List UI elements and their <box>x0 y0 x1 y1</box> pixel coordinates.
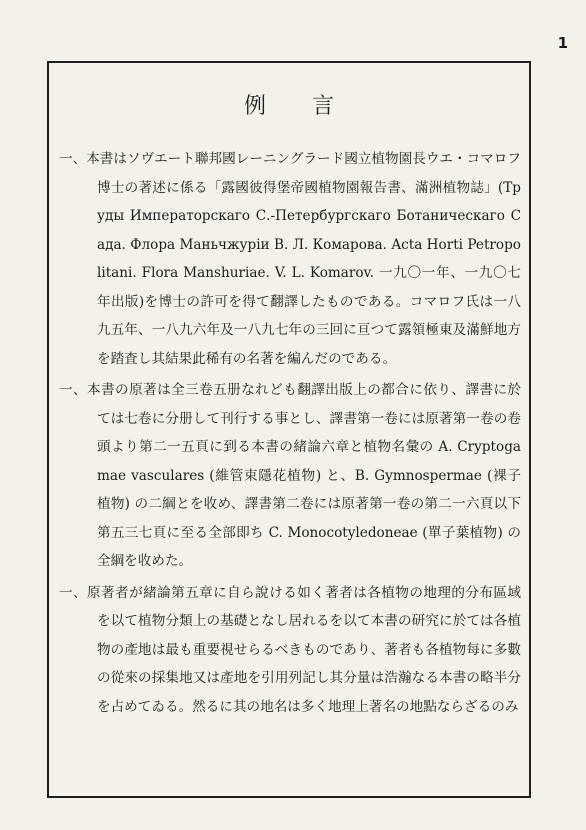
page-number: 1 <box>557 34 568 52</box>
body-text <box>59 145 521 724</box>
text-frame <box>47 61 531 798</box>
paragraph-2: 一、本書の原著は全三卷五册なれども翻譯出版上の都合に依り、譯書に於ては七卷に分册して刊行する事とし、譯書第一卷には原著第一卷の卷頭より第二一五頁に到る本書の緒論六章と植物名彙の A. Cryptogamae vasculares (維管束隱花植物) と、B. Gymnospermae (裸子植物) の二綱とを收め、譯書第二卷には原著第一卷の第二一六頁以下第五三七頁に至る全部即ち C. Monocotyledoneae (單子葉植物) の全綱を收めた。 <box>59 382 521 569</box>
page-title: 例言 <box>243 94 380 119</box>
paragraph-3: 一、原著者が緒論第五章に自ら說ける如く著者は各植物の地理的分布區域を以て植物分類上の基礎となし居れるを以て本書の研究に於ては各植物の產地は最も重要視せらるべきものであり、著者も各植物每に多數の從來の採集地又は產地を引用列記し其分量は浩瀚なる本書の略半分を占めてゐる。然るに其の地名は多く地理上著名の地點ならざるのみ <box>59 584 521 715</box>
paragraph-1: 一、本書はソヴエート聯邦國レーニングラード國立植物園長ウエ・コマロフ博士の著述に係る「露國彼得堡帝國植物園報告書、滿洲植物誌」(Труды Императорскаго С.-Петербургскаго Ботаническаго Сада. Флора Маньчжуріи В. Л. Комарова. Acta Horti Petropolitani. Flora Manshuriae. V. L. Komarov. 一九〇一年、一九〇七年出版)を博士の許可を得て翻譯したものである。コマロフ氏は一八九五年、一八九六年及一八九七年の三回に亘つて露領極東及滿鮮地方を踏査し其結果此稀有の名著を編んだのである。 <box>59 151 521 367</box>
